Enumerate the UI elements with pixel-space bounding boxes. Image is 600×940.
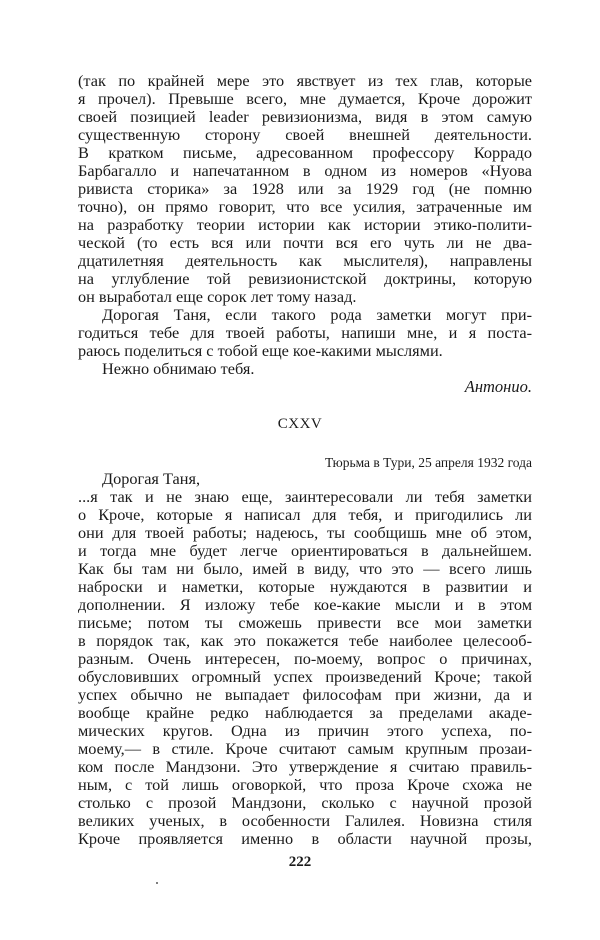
text-line: ком после Мандзони. Это утверждение я считаю правиль- bbox=[78, 757, 532, 776]
text-line: успех обычно не выпадает философам при жизни, да и bbox=[78, 685, 532, 704]
greeting: Дорогая Таня, bbox=[102, 469, 201, 488]
letter-body bbox=[78, 488, 532, 848]
place-date-line: Тюрьма в Тури, 25 апреля 1932 года bbox=[325, 455, 532, 470]
text-block-top bbox=[78, 72, 532, 378]
text-line: В кратком письме, адресованном профессору Коррадо bbox=[78, 143, 532, 162]
text-line: ...я так и не знаю еще, заинтересовали ли тебя заметки bbox=[78, 487, 532, 506]
print-speck bbox=[156, 882, 158, 884]
text-line: ным, с той лишь оговоркой, что проза Кроче схожа не bbox=[78, 775, 532, 794]
text-line: и тогда мне будет легче ориентироваться в дальнейшем. bbox=[78, 541, 532, 560]
text-line: раюсь поделиться с тобой еще кое-какими мыслями. bbox=[78, 341, 443, 360]
text-line: (так по крайней мере это явствует из тех глав, которые bbox=[78, 71, 532, 90]
page-number: 222 bbox=[288, 854, 312, 870]
text-line: дополнении. Я изложу тебе кое-какие мысли и в этом bbox=[78, 595, 532, 614]
text-line: о Кроче, которые я написал для тебя, и пригодились ли bbox=[78, 505, 532, 524]
text-line: Дорогая Таня, если такого рода заметки могут при- bbox=[102, 305, 532, 324]
text-line: Барбагалло и напечатанном в одном из номеров «Нуова bbox=[78, 161, 532, 180]
text-line: точно), он прямо говорит, что все усилия, затраченные им bbox=[78, 197, 532, 216]
text-line: в порядок так, как это покажется тебе наиболее целесооб- bbox=[78, 631, 532, 650]
signature: Антонио. bbox=[464, 377, 532, 396]
text-line: мических кругов. Одна из причин этого успеха, по- bbox=[78, 721, 532, 740]
text-line: Как бы там ни было, имей в виду, что это — всего лишь bbox=[78, 559, 532, 578]
text-line: я прочел). Превыше всего, мне думается, Кроче дорожит bbox=[78, 89, 532, 108]
text-line: великих ученых, в особенности Галилея. Новизна стиля bbox=[78, 811, 532, 830]
text-line: наброски и наметки, которые нуждаются в развитии и bbox=[78, 577, 532, 596]
text-line: дцатилетняя деятельность как мыслителя), направлены bbox=[78, 251, 532, 270]
text-line: моему,— в стиле. Кроче считают самым крупным прозаи- bbox=[78, 739, 532, 758]
text-line: вообще крайне редко наблюдается за пределами акаде- bbox=[78, 703, 532, 722]
text-line: ческой (то есть вся или почти вся его чуть ли не два- bbox=[78, 233, 532, 252]
text-line: Кроче проявляется именно в области научной прозы, bbox=[78, 829, 532, 848]
text-line: годиться тебе для твоей работы, напиши мне, и я поста- bbox=[78, 323, 532, 342]
text-line: разным. Очень интересен, по-моему, вопрос о причинах, bbox=[78, 649, 532, 668]
text-line: своей позицией leader ревизионизма, видя в этом самую bbox=[78, 107, 532, 126]
text-line: обусловивших огромный успех произведений Кроче; такой bbox=[78, 667, 532, 686]
text-line: ривиста сторика» за 1928 или за 1929 год (не помню bbox=[78, 179, 532, 198]
text-line: Нежно обнимаю тебя. bbox=[102, 359, 255, 378]
text-line: на углубление той ревизионистской доктрины, которую bbox=[78, 269, 532, 288]
text-line: существенную сторону своей внешней деятельности. bbox=[78, 125, 532, 144]
text-line: он выработал еще сорок лет тому назад. bbox=[78, 287, 357, 306]
text-line: письме; потом ты сможешь привести все мои заметки bbox=[78, 613, 532, 632]
text-line: столько с прозой Мандзони, сколько с научной прозой bbox=[78, 793, 532, 812]
letter-number-heading: CXXV bbox=[277, 416, 323, 432]
text-line: на разработку теории истории как истории этико-полити- bbox=[78, 215, 532, 234]
text-line: они для твоей работы; надеюсь, ты сообщишь мне об этом, bbox=[78, 523, 532, 542]
